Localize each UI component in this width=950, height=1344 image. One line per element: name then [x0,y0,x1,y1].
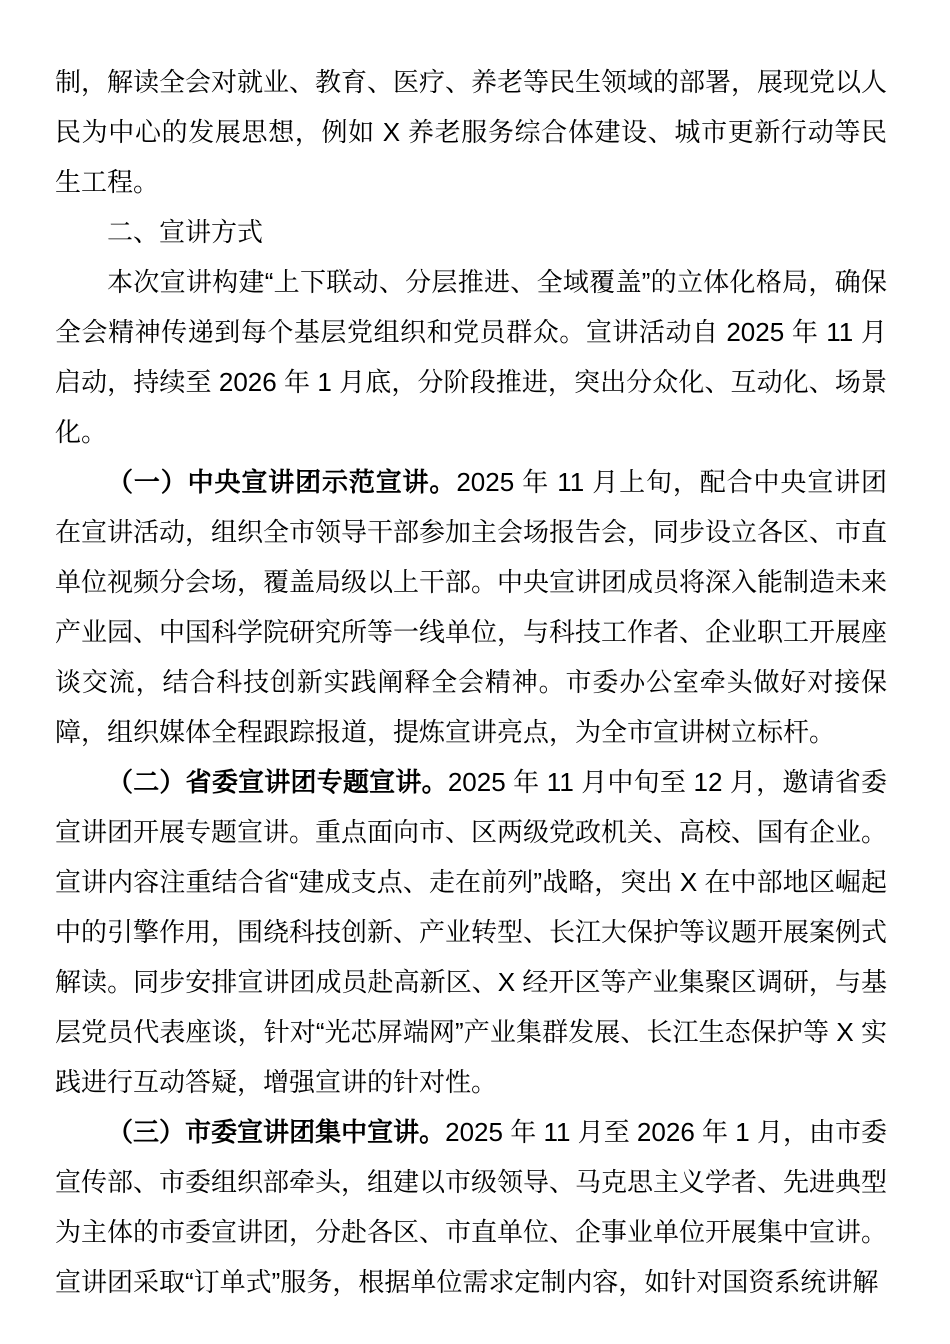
paragraph-overview: 本次宣讲构建“上下联动、分层推进、全域覆盖”的立体化格局，确保全会精神传递到每个基层党组织和党员群众。宣讲活动自 2025 年 11 月启动，持续至 2026 年 1 月底，分阶段推进，突出分众化、互动化、场景化。 [55,267,887,447]
section-2-lead: （二）省委宣讲团专题宣讲。 [107,767,448,797]
section-1-lead: （一）中央宣讲团示范宣讲。 [107,467,457,497]
section-2-body: 2025 年 11 月中旬至 12 月，邀请省委宣讲团开展专题宣讲。重点面向市、区两级党政机关、高校、国有企业。宣讲内容注重结合省“建成支点、走在前列”战略，突出 X 在中部地区崛起中的引擎作用，围绕科技创新、产业转型、长江大保护等议题开展案例式解读。同步安排宣讲团成员赴高新区、X 经开区等产业集聚区调研，与基层党员代表座谈，针对“光芯屏端网”产业集群发展、长江生态保护等 X 实践进行互动答疑，增强宣讲的针对性。 [55,767,888,1097]
section-heading: 二、宣讲方式 [107,217,264,247]
paragraph-continuation: 制，解读全会对就业、教育、医疗、养老等民生领域的部署，展现党以人民为中心的发展思想，例如 X 养老服务综合体建设、城市更新行动等民生工程。 [55,67,888,197]
section-1-body: 2025 年 11 月上旬，配合中央宣讲团在宣讲活动，组织全市领导干部参加主会场报告会，同步设立各区、市直单位视频分会场，覆盖局级以上干部。中央宣讲团成员将深入能制造未来产业园、中国科学院研究所等一线单位，与科技工作者、企业职工开展座谈交流，结合科技创新实践阐释全会精神。市委办公室牵头做好对接保障，组织媒体全程跟踪报道，提炼宣讲亮点，为全市宣讲树立标杆。 [55,467,888,747]
paragraph-section-3 [55,1107,887,1307]
section-3-lead: （三）市委宣讲团集中宣讲。 [107,1117,446,1147]
paragraph-section-1 [55,457,887,757]
section-3-body: 2025 年 11 月至 2026 年 1 月，由市委宣传部、市委组织部牵头，组建以市级领导、马克思主义学者、先进典型为主体的市委宣讲团，分赴各区、市直单位、企事业单位开展集中宣讲。宣讲团采取“订单式”服务，根据单位需求定制内容，如针对国资系统讲解 [55,1117,888,1297]
paragraph-section-2 [55,757,887,1107]
